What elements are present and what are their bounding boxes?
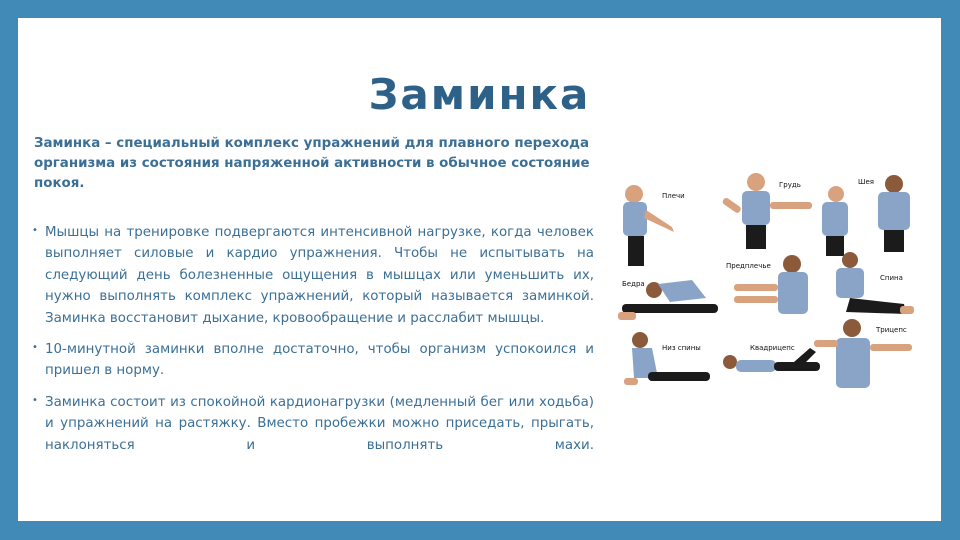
- stretching-exercises-image: [614, 172, 919, 400]
- bullet-text: Мышцы на тренировке подвергаются интенсивной нагрузке, когда человек выполняет силовые и кардио упражнения. Чтобы не испытывать на следующий день болезненные ощущения в мышцах или уменьшить их, нужно выполнять комплекс упражнений, который называется заминкой. Заминка восстановит дыхание, кровообращение и расслабит мышцы.: [45, 225, 594, 326]
- bullet-item: [32, 339, 594, 382]
- label-forearm: Предплечье: [726, 262, 771, 270]
- bullet-text: 10-минутной заминки вполне достаточно, чтобы организм успокоился и пришел в норму.: [45, 342, 594, 379]
- bullet-list: [32, 222, 594, 466]
- bullet-item: [32, 222, 594, 329]
- label-lower-back: Низ спины: [662, 344, 701, 352]
- bullet-marker: •: [32, 225, 38, 236]
- stretching-figures-illustration: [614, 172, 919, 400]
- label-quadriceps: Квадрицепс: [750, 344, 795, 352]
- label-thighs: Бедра: [622, 280, 645, 288]
- label-triceps: Трицепс: [876, 326, 907, 334]
- definition-text: Заминка – специальный комплекс упражнений для плавного перехода организма из состояния напряженной активности в обычное состояние покоя.: [34, 136, 590, 191]
- bullet-marker: •: [32, 394, 38, 406]
- slide-title: Заминка: [368, 70, 591, 119]
- bullet-text: Заминка состоит из спокойной кардионагрузки (медленный бег или ходьба) и упражнений на растяжку. Вместо пробежки можно приседать, прыгать, наклоняться и выполнять махи.: [45, 394, 594, 453]
- label-back: Спина: [880, 274, 903, 282]
- label-neck: Шея: [858, 178, 875, 186]
- bullet-item: [32, 392, 594, 456]
- slide: [18, 18, 941, 521]
- label-chest: Грудь: [779, 181, 801, 189]
- bullet-marker: •: [32, 342, 38, 354]
- label-shoulders: Плечи: [662, 192, 685, 200]
